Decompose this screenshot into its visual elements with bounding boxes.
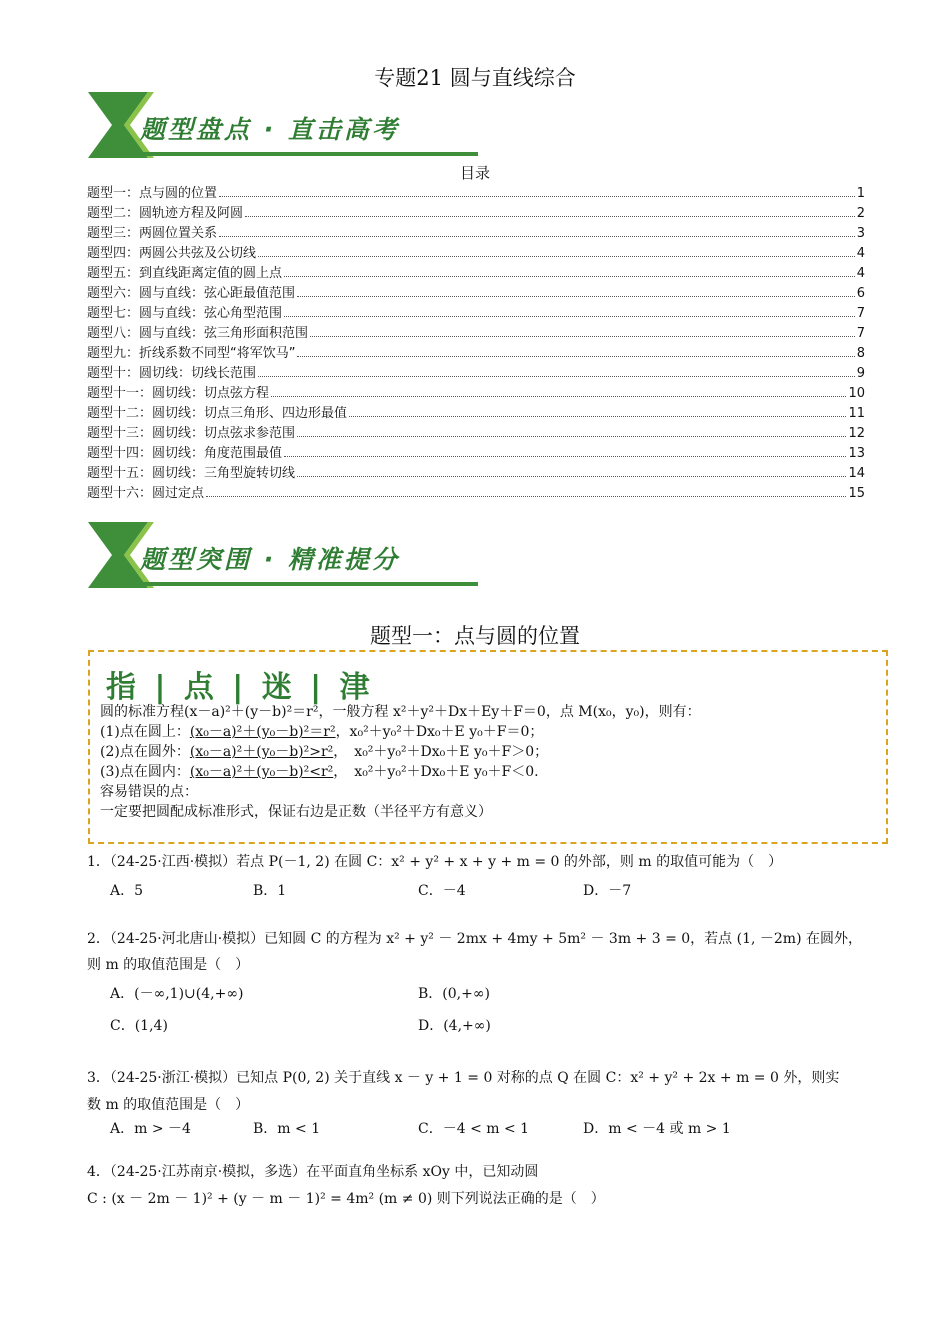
toc-entry-page: 9	[856, 366, 865, 381]
toc-leader-dots	[206, 496, 846, 497]
toc-entry-label: 题型九：折线系数不同型“将军饮马”	[87, 346, 296, 361]
toc-entry[interactable]	[87, 261, 865, 281]
toc-entry-page: 2	[856, 206, 865, 221]
toc-entry[interactable]	[87, 421, 865, 441]
toc-entry-page: 7	[856, 326, 865, 341]
banner-practice	[88, 522, 478, 588]
question-2: 2．（24-25·河北唐山·模拟）已知圆 C 的方程为 x² + y² － 2mx + 4my + 5m² － 3m + 3 = 0，若点 (1, －2m) 在圆外，	[87, 931, 862, 947]
toc-entry[interactable]	[87, 341, 865, 361]
toc-entry[interactable]	[87, 241, 865, 261]
option-c[interactable]: C．(1,4)	[110, 1018, 168, 1034]
toc-leader-dots	[297, 356, 854, 357]
toc-entry[interactable]	[87, 441, 865, 461]
toc-entry-page: 7	[856, 306, 865, 321]
option-d[interactable]: D．m < －4 或 m > 1	[583, 1121, 731, 1137]
question-1-options	[110, 880, 631, 900]
toc-entry-label: 题型七：圆与直线：弦心角型范围	[87, 306, 283, 321]
toc-entry-label: 题型六：圆与直线：弦心距最值范围	[87, 286, 296, 301]
question-2-options-row2	[110, 1015, 491, 1035]
toc-entry-page: 6	[856, 286, 865, 301]
tip-line: 一定要把圆配成标准形式，保证右边是正数（半径平方有意义）	[100, 804, 492, 820]
toc-entry-page: 13	[848, 446, 865, 461]
toc-entry-label: 题型三：两圆位置关系	[87, 226, 218, 241]
toc-leader-dots	[284, 276, 855, 277]
toc-entry-page: 12	[848, 426, 865, 441]
toc-leader-dots	[245, 216, 855, 217]
section-title: 题型一：点与圆的位置	[370, 624, 580, 648]
toc-entry-label: 题型十六：圆过定点	[87, 486, 205, 501]
tip-heading: 指 | 点 | 迷 | 津	[106, 670, 374, 705]
toc-entry-page: 4	[856, 266, 865, 281]
toc-entry[interactable]	[87, 301, 865, 321]
toc-leader-dots	[258, 376, 855, 377]
toc-leader-dots	[349, 416, 846, 417]
toc-entry[interactable]	[87, 181, 865, 201]
toc-entry-label: 题型十五：圆切线：三角型旋转切线	[87, 466, 296, 481]
toc-leader-dots	[219, 236, 855, 237]
tip-line: 圆的标准方程(x－a)²＋(y－b)²＝r²，一般方程 x²＋y²＋Dx＋Ey＋F＝0，点 M(x₀，y₀)，则有：	[100, 704, 701, 720]
toc-entry-page: 4	[856, 246, 865, 261]
toc-entry-page: 10	[848, 386, 865, 401]
toc-entry-page: 15	[848, 486, 865, 501]
toc-entry-label: 题型八：圆与直线：弦三角形面积范围	[87, 326, 309, 341]
tip-line: (2)点在圆外：(x₀－a)²＋(y₀－b)²>r²， x₀²＋y₀²＋Dx₀＋E y₀＋F＞0；	[100, 744, 549, 760]
question-2-options-row1	[110, 983, 490, 1003]
toc-entry-label: 题型二：圆轨迹方程及阿圆	[87, 206, 244, 221]
toc-entry-page: 3	[856, 226, 865, 241]
question-4-cont: C : (x － 2m － 1)² + (y － m － 1)² = 4m² (m ≠ 0) 则下列说法正确的是（ ）	[87, 1191, 605, 1207]
option-a[interactable]: A．m > －4	[110, 1121, 191, 1137]
tip-line: 容易错误的点：	[100, 784, 198, 800]
toc-leader-dots	[258, 256, 855, 257]
toc-entry-label: 题型一：点与圆的位置	[87, 186, 218, 201]
question-4: 4．（24-25·江苏南京·模拟，多选）在平面直角坐标系 xOy 中，已知动圆	[87, 1164, 539, 1180]
banner-practice-text: 题型突围 · 精准提分	[140, 545, 400, 574]
toc-leader-dots	[284, 456, 846, 457]
toc-entry[interactable]	[87, 381, 865, 401]
toc-leader-dots	[297, 296, 855, 297]
toc-leader-dots	[284, 316, 855, 317]
option-b[interactable]: B．1	[253, 883, 287, 899]
toc-entry-label: 题型十四：圆切线：角度范围最值	[87, 446, 283, 461]
toc-entry[interactable]	[87, 461, 865, 481]
question-3: 3．（24-25·浙江·模拟）已知点 P(0, 2) 关于直线 x － y + 1 = 0 对称的点 Q 在圆 C：x² + y² + 2x + m = 0 外，则实	[87, 1070, 840, 1086]
option-d[interactable]: D．(4,+∞)	[418, 1018, 491, 1034]
tip-line: (3)点在圆内：(x₀－a)²＋(y₀－b)²<r²， x₀²＋y₀²＋Dx₀＋E y₀＋F＜0.	[100, 764, 539, 780]
toc-entry-label: 题型十三：圆切线：切点弦求参范围	[87, 426, 296, 441]
toc-leader-dots	[271, 396, 846, 397]
toc-entry[interactable]	[87, 321, 865, 341]
toc-entry-page: 11	[848, 406, 865, 421]
toc-leader-dots	[219, 196, 855, 197]
toc-entry[interactable]	[87, 281, 865, 301]
toc-entry-page: 14	[848, 466, 865, 481]
option-b[interactable]: B．m < 1	[253, 1121, 321, 1137]
toc-leader-dots	[310, 336, 855, 337]
toc-entry[interactable]	[87, 401, 865, 421]
toc-entry-label: 题型五：到直线距离定值的圆上点	[87, 266, 283, 281]
option-a[interactable]: A．(－∞,1)∪(4,+∞)	[110, 986, 244, 1002]
toc-entry[interactable]	[87, 481, 865, 501]
document-title: 专题21 圆与直线综合	[374, 66, 576, 90]
option-c[interactable]: C．－4 < m < 1	[418, 1121, 530, 1137]
toc-entry-label: 题型四：两圆公共弦及公切线	[87, 246, 257, 261]
question-1: 1．（24-25·江西·模拟）若点 P(－1, 2) 在圆 C：x² + y² + x + y + m = 0 的外部，则 m 的取值可能为（ ）	[87, 854, 783, 870]
toc-entry[interactable]	[87, 221, 865, 241]
toc-heading: 目录	[459, 164, 490, 182]
question-2-cont: 则 m 的取值范围是（ ）	[87, 957, 250, 973]
toc-entry[interactable]	[87, 361, 865, 381]
toc-leader-dots	[297, 436, 846, 437]
toc-leader-dots	[297, 476, 846, 477]
toc-entry-label: 题型十一：圆切线：切点弦方程	[87, 386, 270, 401]
table-of-contents	[87, 181, 865, 501]
toc-entry-label: 题型十：圆切线：切线长范围	[87, 366, 257, 381]
banner-overview	[88, 92, 478, 158]
question-3-options	[110, 1118, 731, 1138]
toc-entry-label: 题型十二：圆切线：切点三角形、四边形最值	[87, 406, 348, 421]
option-c[interactable]: C．－4	[418, 883, 466, 899]
tip-box	[88, 650, 888, 844]
toc-entry-page: 8	[856, 346, 865, 361]
option-a[interactable]: A．5	[110, 883, 144, 899]
toc-entry-page: 1	[856, 186, 865, 201]
tip-line: (1)点在圆上：(x₀－a)²＋(y₀－b)²＝r²，x₀²＋y₀²＋Dx₀＋E y₀＋F＝0；	[100, 724, 544, 740]
option-d[interactable]: D．－7	[583, 883, 632, 899]
banner-overview-text: 题型盘点 · 直击高考	[140, 115, 400, 144]
question-3-cont: 数 m 的取值范围是（ ）	[87, 1097, 250, 1113]
option-b[interactable]: B．(0,+∞)	[418, 986, 490, 1002]
toc-entry[interactable]	[87, 201, 865, 221]
